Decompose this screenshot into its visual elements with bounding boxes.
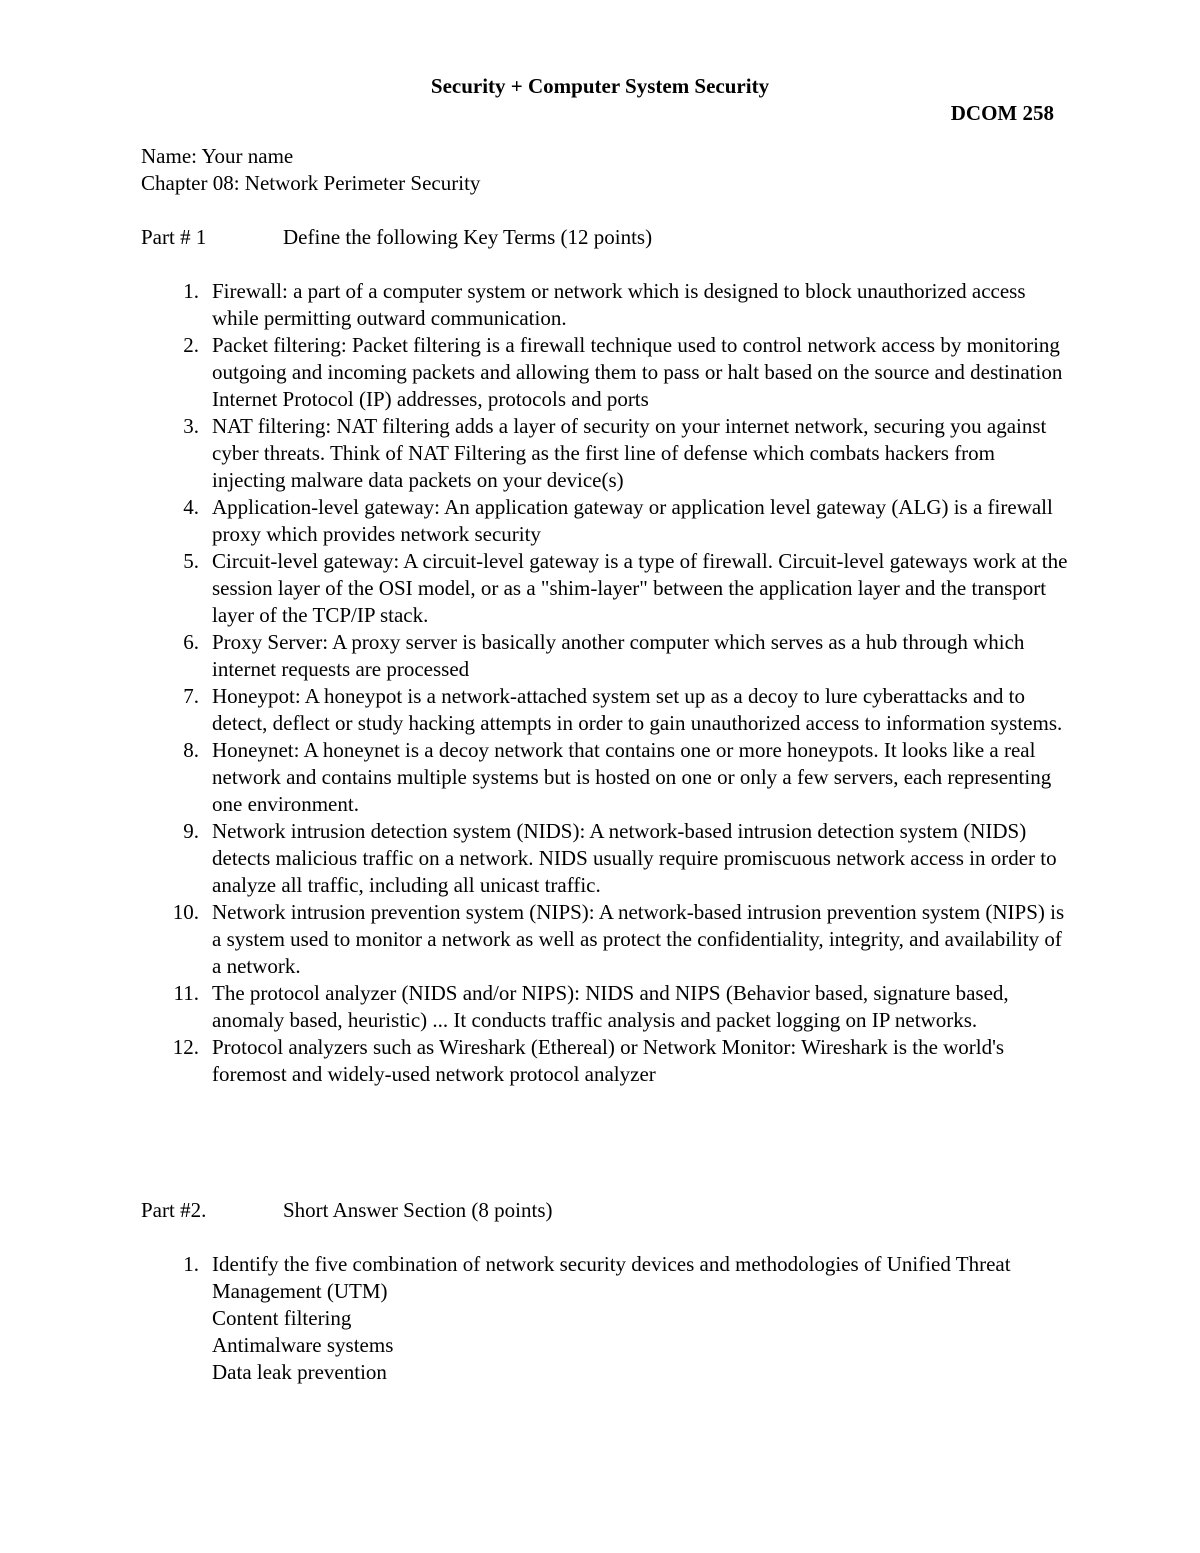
- item-text: Network intrusion prevention system (NIPS): A network-based intrusion prevention system (NIPS) is a system used to monitor a network as well as protect the confidentiality, integrity, and availability of a network.: [212, 900, 1065, 978]
- question-text: Identify the five combination of network security devices and methodologies of Unified Threat Management (UTM): [212, 1252, 1011, 1303]
- item-text: Proxy Server: A proxy server is basically another computer which serves as a hub through which internet requests are processed: [212, 630, 1025, 681]
- list-item: [0, 683, 1072, 737]
- answer-line: Content filtering: [212, 1306, 352, 1330]
- list-item: [0, 548, 1072, 629]
- item-number: 8.: [183, 738, 199, 762]
- list-item: [0, 1034, 1072, 1088]
- item-text: NAT filtering: NAT filtering adds a layer of security on your internet network, securing you against cyber threats. Think of NAT Filtering as the first line of defense which combats hackers from injecting malware data packets on your device(s): [212, 414, 1047, 492]
- part2-label: Part #2.: [141, 1198, 207, 1222]
- course-code: DCOM 258: [950, 101, 1054, 125]
- item-number: 5.: [183, 549, 199, 573]
- item-text: Packet filtering: Packet filtering is a firewall technique used to control network access by monitoring outgoing and incoming packets and allowing them to pass or halt based on the source and destination Internet Protocol (IP) addresses, protocols and ports: [212, 333, 1063, 411]
- question: [0, 1251, 1072, 1305]
- item-text: The protocol analyzer (NIDS and/or NIPS): NIDS and NIPS (Behavior based, signature based, anomaly based, heuristic) ... It conducts traffic analysis and packet logging on IP networks.: [212, 981, 1009, 1032]
- item-text: Circuit-level gateway: A circuit-level gateway is a type of firewall. Circuit-level gateways work at the session layer of the OSI model, or as a "shim-layer" between the application layer and the transport layer of the TCP/IP stack.: [212, 549, 1068, 627]
- student-name-line: Name: Your name: [141, 144, 294, 168]
- question-number: 1.: [183, 1252, 199, 1276]
- item-number: 2.: [183, 333, 199, 357]
- key-terms-list: [0, 278, 1200, 1088]
- item-number: 12.: [172, 1035, 199, 1059]
- item-number: 7.: [183, 684, 199, 708]
- list-item: [0, 737, 1072, 818]
- item-text: Firewall: a part of a computer system or network which is designed to block unauthorized access while permitting outward communication.: [212, 279, 1026, 330]
- list-item: [0, 980, 1072, 1034]
- list-item: [0, 494, 1072, 548]
- chapter-line: Chapter 08: Network Perimeter Security: [141, 171, 481, 195]
- item-number: 6.: [183, 630, 199, 654]
- part1-label: Part # 1: [141, 225, 207, 249]
- item-text: Protocol analyzers such as Wireshark (Ethereal) or Network Monitor: Wireshark is the world's foremost and widely-used network protocol analyzer: [212, 1035, 1005, 1086]
- list-item: [0, 629, 1072, 683]
- item-text: Honeynet: A honeynet is a decoy network that contains one or more honeypots. It looks like a real network and contains multiple systems but is hosted on one or only a few servers, each representing one environment.: [212, 738, 1052, 816]
- item-text: Application-level gateway: An application gateway or application level gateway (ALG) is a firewall proxy which provides network security: [212, 495, 1053, 546]
- part2-instruction: Short Answer Section (8 points): [283, 1198, 553, 1222]
- document-title: Security + Computer System Security: [430, 74, 770, 98]
- item-number: 10.: [172, 900, 199, 924]
- answer-line: Data leak prevention: [212, 1360, 387, 1384]
- list-item: [0, 278, 1072, 332]
- short-answer-section: [0, 1251, 1200, 1386]
- list-item: [0, 413, 1072, 494]
- item-number: 3.: [183, 414, 199, 438]
- list-item: [0, 899, 1072, 980]
- part1-instruction: Define the following Key Terms (12 points): [283, 225, 653, 249]
- item-number: 4.: [183, 495, 199, 519]
- answer-line: Antimalware systems: [212, 1333, 394, 1357]
- list-item: [0, 818, 1072, 899]
- item-number: 11.: [173, 981, 199, 1005]
- item-number: 9.: [183, 819, 199, 843]
- item-text: Honeypot: A honeypot is a network-attached system set up as a decoy to lure cyberattacks and to detect, deflect or study hacking attempts in order to gain unauthorized access to information systems.: [212, 684, 1063, 735]
- item-number: 1.: [183, 279, 199, 303]
- item-text: Network intrusion detection system (NIDS): A network-based intrusion detection system (NIDS) detects malicious traffic on a network. NIDS usually require promiscuous network access in order to analyze all traffic, including all unicast traffic.: [212, 819, 1057, 897]
- list-item: [0, 332, 1072, 413]
